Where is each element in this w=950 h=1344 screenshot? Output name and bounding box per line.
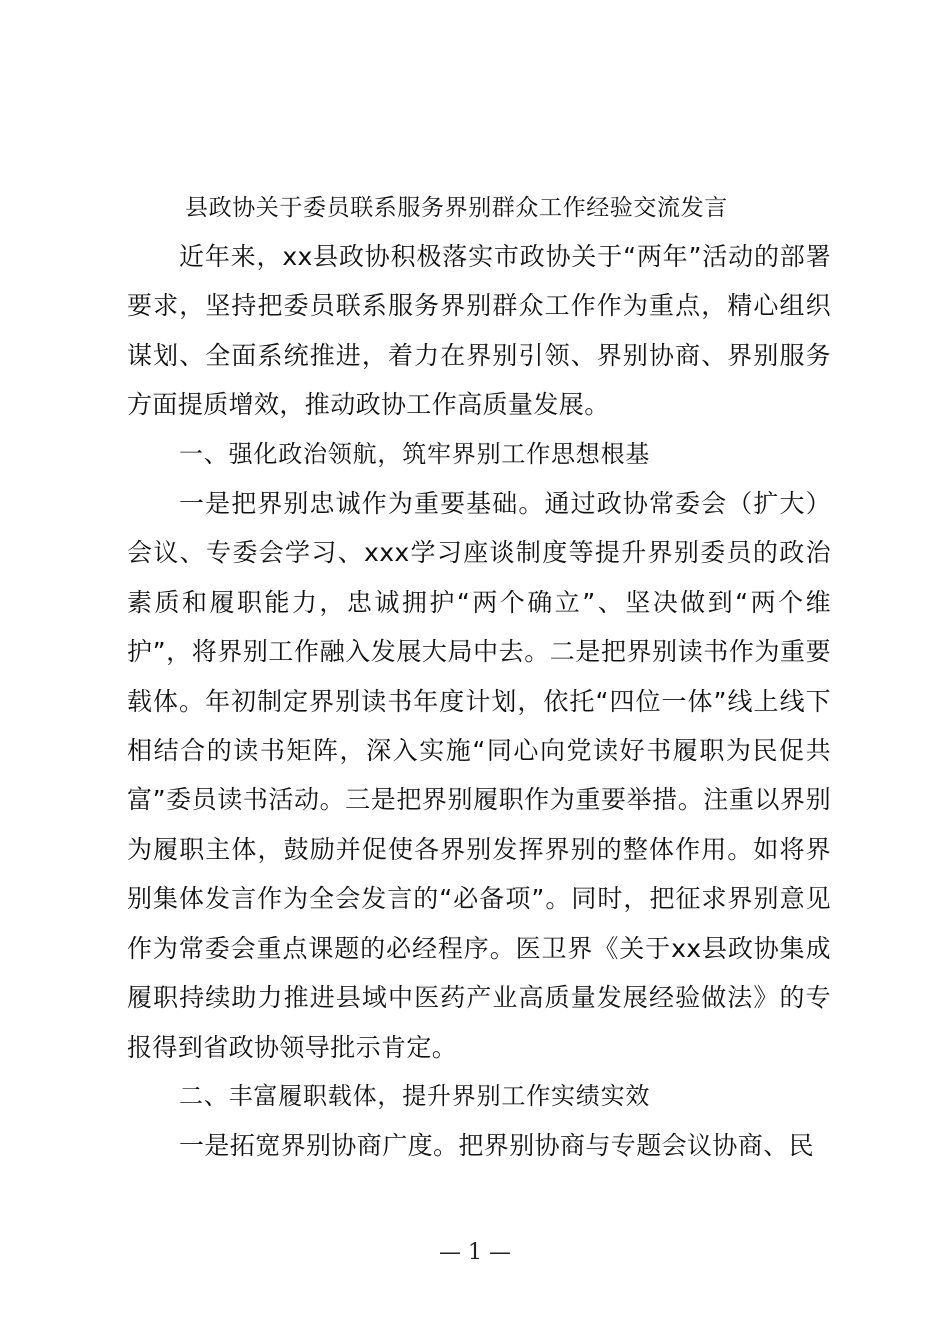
- section-heading-1: 一、强化政治领航，筑牢界别工作思想根基: [179, 439, 651, 468]
- section-1-paragraph: 一是把界别忠诚作为重要基础。通过政协常委会（扩大）会议、专委会学习、xxx学习座谈制度等提升界别委员的政治素质和履职能力，忠诚拥护“两个确立”、坚决做到“两个维护”，将界别工作融入发展大局中去。二是把界别读书作为重要载体。年初制定界别读书年度计划，依托“四位一体”线上线下相结合的读书矩阵，深入实施“同心向党读好书履职为民促共富”委员读书活动。三是把界别履职作为重要举措。注重以界别为履职主体，鼓励并促使各界别发挥界别的整体作用。如将界别集体发言作为全会发言的“必备项”。同时，把征求界别意见作为常委会重点课题的必经程序。医卫界《关于xx县政协集成履职持续助力推进县域中医药产业高质量发展经验做法》的专报得到省政协领导批示肯定。: [127, 489, 831, 1062]
- intro-paragraph: 近年来，xx县政协积极落实市政协关于“两年”活动的部署要求，坚持把委员联系服务界别群众工作作为重点，精心组织谋划、全面系统推进，着力在界别引领、界别协商、界别服务方面提质增效，推动政协工作高质量发展。: [127, 242, 831, 420]
- section-heading-2: 二、丰富履职载体，提升界别工作实绩实效: [179, 1081, 651, 1110]
- section-2-paragraph: 一是拓宽界别协商广度。把界别协商与专题会议协商、民: [179, 1131, 815, 1161]
- page-number: — 1 —: [439, 1240, 511, 1265]
- document-body: [127, 232, 831, 1171]
- document-title: 县政协关于委员联系服务界别群众工作经验交流发言: [185, 195, 728, 221]
